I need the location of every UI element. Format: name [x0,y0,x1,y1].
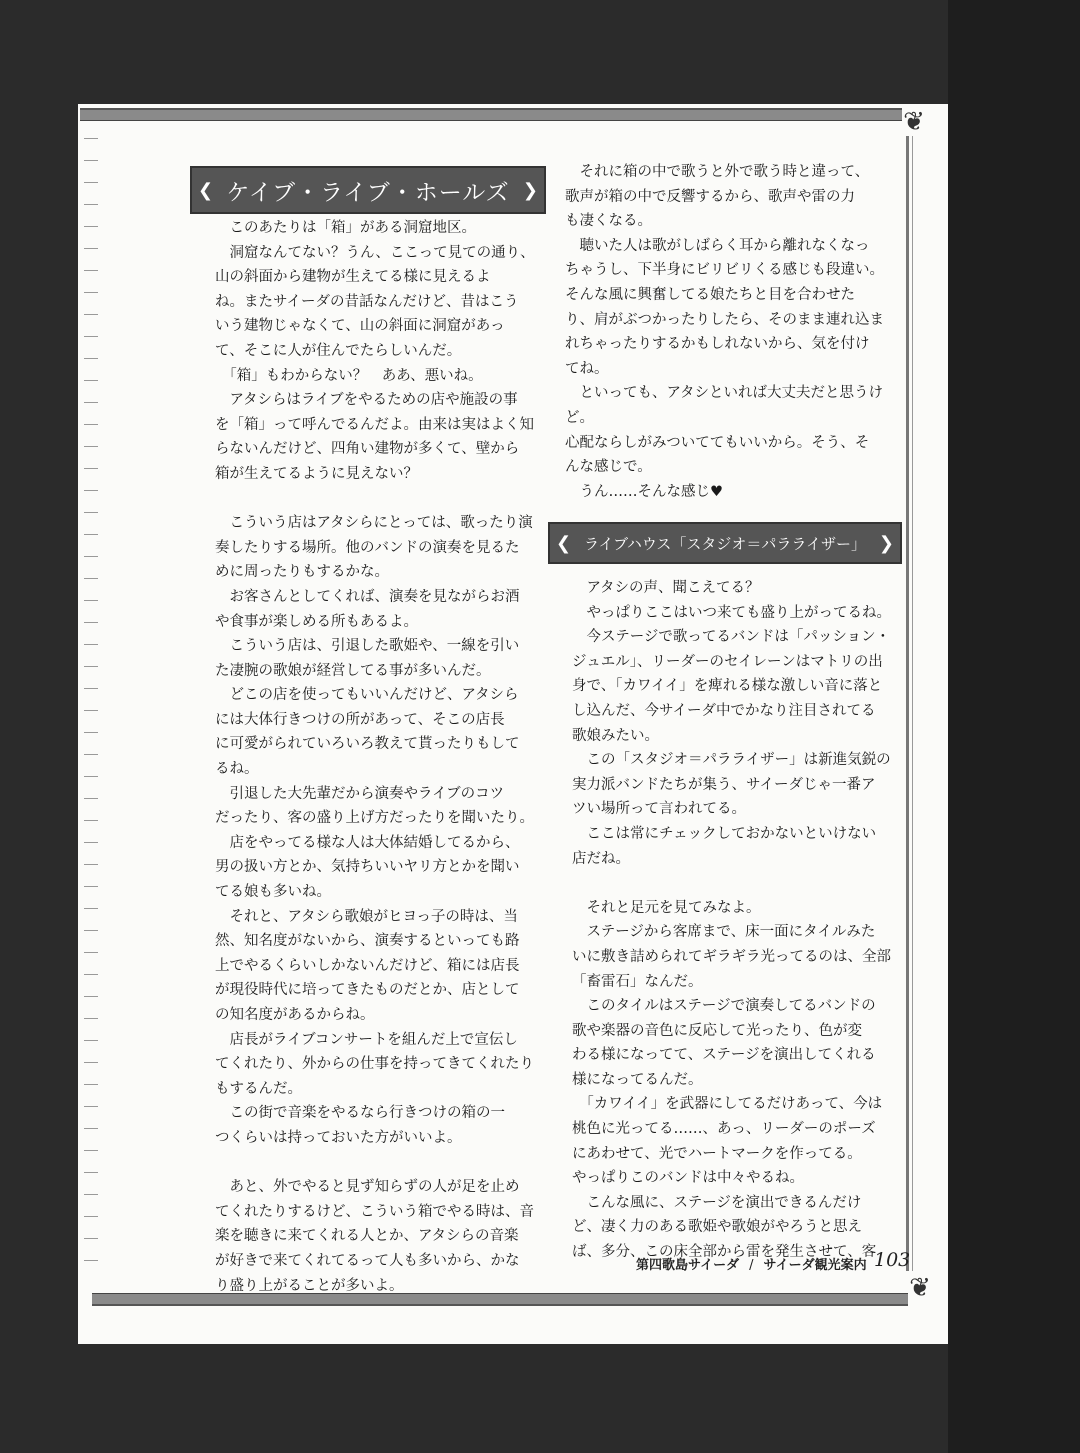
text-line: ステージから客席まで、床一面にタイルみた [572,924,876,941]
shell-ornament-icon: ❦ [909,1273,931,1303]
frame-right-border [906,136,909,1271]
text-line: 桃色に光ってる……、あっ、リーダーのポーズ [572,1121,876,1138]
frame-top-border [80,108,902,121]
text-line: アタシらはライブをやるための店や施設の事 [215,392,518,409]
text-line: アタシの声、聞こえてる？ [572,580,760,596]
text-column-left [215,216,545,1298]
text-line: ど、凄く力のある歌姫や歌娘がやろうと思え [572,1219,862,1236]
text-line: てくれたり、外からの仕事を持ってきてくれたり [215,1056,534,1073]
text-line [215,1151,545,1176]
text-line: も凄くなる。 [565,213,652,230]
text-line: つくらいは持っておいた方がいいよ。 [215,1129,462,1146]
text-line: 歌声が箱の中で反響するから、歌声や雷の力 [565,188,855,205]
text-line: それと、アタシら歌娘がヒヨっ子の時は、当 [215,908,518,925]
text-line: 山の斜面から建物が生えてる様に見えるよ [215,269,491,286]
text-line: 店をやってる様な人は大体結婚してるから、 [215,834,520,851]
shell-icon: ❮ [198,179,214,201]
text-line: には大体行きつけの所があって、そこの店長 [215,711,505,728]
text-line [215,487,545,512]
text-line: こういう店は、引退した歌姫や、一線を引い [215,638,520,655]
text-line: 心配ならしがみついててもいいから。そう、そ [565,434,870,451]
text-line: に可愛がられていろいろ教えて貰ったりもして [215,736,520,753]
page-footer [636,1254,867,1273]
text-line: 箱が生えてるように見えない？ [215,465,418,482]
footer-book-title: 第四歌島サイーダ [636,1258,740,1273]
text-line: が好きで来てくれてるって人も多いから、かな [215,1252,520,1269]
page-number: 103 [874,1249,911,1271]
text-line: て、そこに人が住んでたらしいんだ。 [215,342,462,359]
text-line: てる娘も多いね。 [215,884,331,901]
text-column-right-bottom [572,576,902,1265]
text-line: いう建物じゃなくて、山の斜面に洞窟があっ [215,318,505,335]
text-line: あと、外でやると見ず知らずの人が足を止め [215,1179,520,1196]
text-line: 「箱」もわからない？ ああ、悪いね。 [215,367,483,384]
text-line: それと足元を見てみなよ。 [572,899,761,916]
text-line: 歌や楽器の音色に反応して光ったり、色が変 [572,1022,862,1039]
footer-section-title: サイーダ観光案内 [763,1258,867,1273]
text-line: そんな風に興奮してる娘たちと目を合わせた [565,286,855,303]
text-line: いに敷き詰められてギラギラ光ってるのは、全部 [572,948,891,965]
text-line: この「スタジオ＝パラライザー」は新進気鋭の [572,752,891,769]
text-line: ジュエル」、リーダーのセイレーンはマトリの出 [572,653,883,670]
text-line: 身で、「カワイイ」を痺れる様な激しい音に落と [572,678,883,695]
text-line: 様になってるんだ。 [572,1071,703,1088]
text-line: が現役時代に培ってきたものだとか、店として [215,982,520,999]
text-line: 然、知名度がないから、演奏するといっても路 [215,933,520,950]
text-line: もするんだ。 [215,1080,302,1097]
text-line: わる様になってて、ステージを演出してくれる [572,1047,876,1064]
shell-icon: ❯ [878,532,894,554]
shell-ornament-icon: ❦ [903,107,925,137]
shell-icon: ❮ [556,532,572,554]
shell-icon: ❯ [522,179,538,201]
text-line: こういう店はアタシらにとっては、歌ったり演 [215,515,533,532]
text-line: ツい場所って言われてる。 [572,801,746,818]
text-line: り、肩がぶつかったりしたら、そのまま連れ込ま [565,311,884,328]
perforated-edge [84,128,98,1278]
text-line: この街で音楽をやるなら行きつけの箱の一 [215,1105,505,1122]
text-line: ここは常にチェックしておかないといけない [572,825,877,842]
frame-right-border-inner [912,136,913,1271]
text-line: 店長がライブコンサートを組んだ上で宣伝し [215,1031,518,1048]
text-line: ちゃうし、下半身にビリビリくる感じも段違い。 [565,262,884,279]
text-line: どこの店を使ってもいいんだけど、アタシら [215,687,519,704]
text-line: ね。またサイーダの昔話なんだけど、昔はこう [215,293,519,310]
text-line: だったり、客の盛り上げ方だったりを聞いたり。 [215,810,534,827]
heading-text: ライブハウス「スタジオ＝パラライザー」 [583,534,866,553]
text-line: めに周ったりもするかな。 [215,564,389,581]
text-line: 洞窟なんてない？うん、ここって見ての通り、 [215,244,535,261]
text-line: 実力派バンドたちが集う、サイーダじゃ一番ア [572,776,876,793]
text-line: を「箱」って呼んでるんだよ。由来は実はよく知 [215,416,534,433]
text-line: し込んだ、今サイーダ中でかなり注目されてる [572,702,876,719]
text-line: 今ステージで歌ってるバンドは「パッション・ [572,629,891,646]
text-line: やっぱりここはいつ来ても盛り上がってるね。 [572,604,891,621]
text-line: てね。 [565,360,609,377]
text-line: り盛り上がることが多いよ。 [215,1277,404,1294]
text-line: このあたりは「箱」がある洞窟地区。 [215,220,476,236]
text-line: こんな風に、ステージを演出できるんだけ [572,1194,862,1211]
text-line: お客さんとしてくれば、演奏を見ながらお酒 [215,588,520,605]
text-line: ば、多分、この床全部から雷を発生させて、客 [572,1244,877,1261]
text-line: ど。 [565,409,594,426]
text-line: にあわせて、光でハートマークを作ってる。 [572,1145,862,1162]
text-line: 「カワイイ」を武器にしてるだけあって、今は [572,1096,883,1113]
text-line: うん……そんな感じ♥ [565,483,723,500]
text-line: 「畜雷石」なんだ。 [572,973,703,990]
heading-text: ケイブ・ライブ・ホールズ [226,179,510,206]
text-line: 楽を聴きに来てくれる人とか、アタシらの音楽 [215,1228,519,1245]
text-column-right-top [565,160,895,504]
text-line: や食事が楽しめる所もあるよ。 [215,613,418,630]
text-line: このタイルはステージで演奏してるバンドの [572,998,876,1015]
section-heading-studio-paralyzer [548,522,902,564]
text-line: 男の扱い方とか、気持ちいいヤリ方とかを聞い [215,859,520,876]
text-line: てくれたりするけど、こういう箱でやる時は、音 [215,1203,534,1220]
text-line: 歌娘みたい。 [572,727,659,744]
footer-separator: / [749,1258,754,1273]
text-line: た凄腕の歌娘が経営してる事が多いんだ。 [215,662,491,679]
text-line [572,871,902,896]
text-line: 店だね。 [572,850,630,867]
text-line: るね。 [215,761,259,778]
text-line: やっぱりこのバンドは中々やるね。 [572,1170,804,1187]
text-line: それに箱の中で歌うと外で歌う時と違って、 [565,164,870,180]
scan-background-strip [948,0,1080,1453]
section-heading-cave-live-halls [190,166,546,214]
text-line: らないんだけど、四角い建物が多くて、壁から [215,441,520,458]
text-line: 奏したりする場所。他のバンドの演奏を見るた [215,539,520,556]
text-line: といっても、アタシといれば大丈夫だと思うけ [565,385,883,402]
text-line: 聴いた人は歌がしばらく耳から離れなくなっ [565,237,870,254]
text-line: 上でやるくらいしかないんだけど、箱には店長 [215,957,520,974]
text-line: 引退した大先輩だから演奏やライブのコツ [215,785,505,802]
text-line: の知名度があるからね。 [215,1007,375,1023]
text-line: れちゃったりするかもしれないから、気を付け [565,336,870,353]
text-line: んな感じで。 [565,459,652,476]
